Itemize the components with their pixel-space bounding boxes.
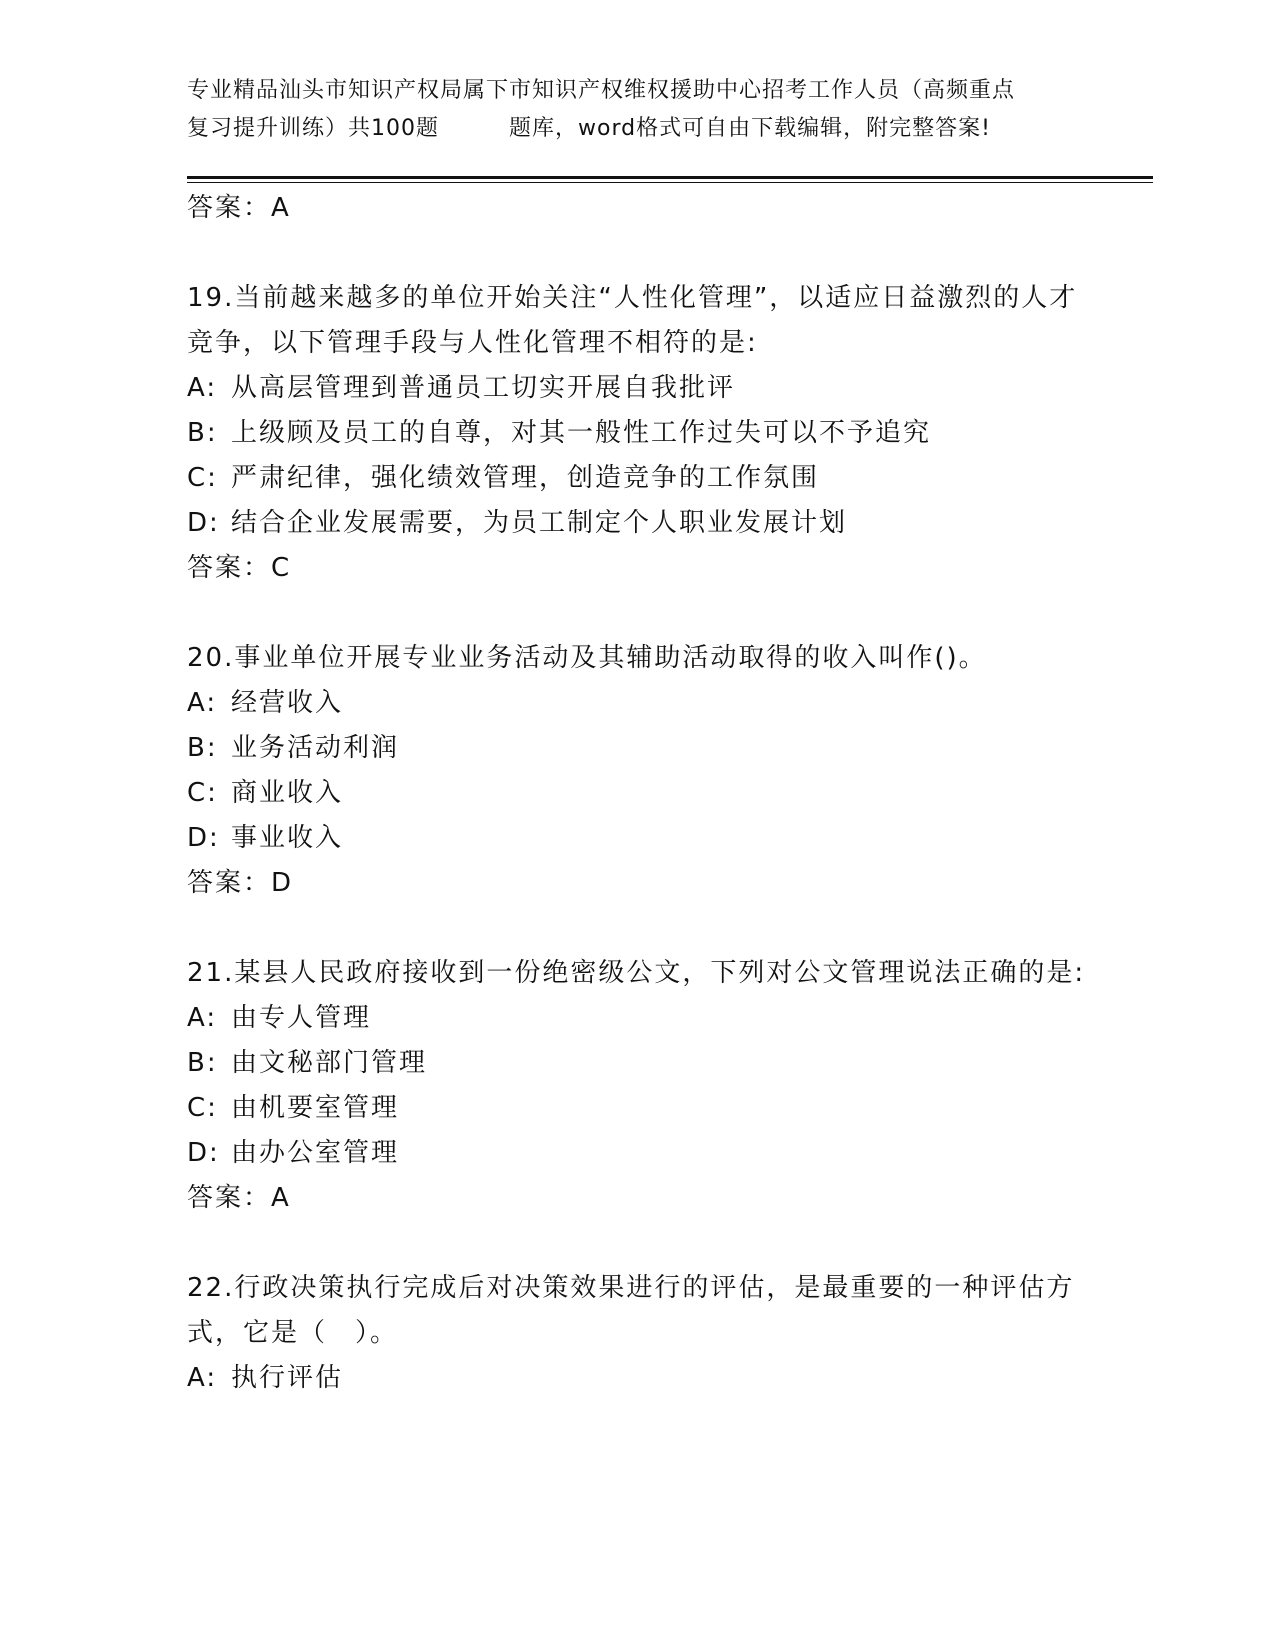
option-a xyxy=(187,1356,1087,1401)
option-letter: C: xyxy=(187,463,218,493)
answer-line xyxy=(187,861,1087,906)
option-c xyxy=(187,456,1087,501)
option-a xyxy=(187,996,1087,1041)
option-letter: C: xyxy=(187,778,218,808)
option-text: 执行评估 xyxy=(231,1363,344,1393)
option-text: 由办公室管理 xyxy=(231,1138,400,1168)
question-text xyxy=(187,1266,1087,1356)
option-text: 上级顾及员工的自尊，对其一般性工作过失可以不予追究 xyxy=(231,418,932,448)
answer-value: A xyxy=(271,1183,291,1213)
question-number: 21. xyxy=(187,958,235,988)
option-letter: A: xyxy=(187,373,218,403)
option-text: 由专人管理 xyxy=(231,1003,372,1033)
question-block xyxy=(187,636,1087,906)
option-text: 事业收入 xyxy=(231,823,344,853)
header-title-left: 复习提升训练）共100题 xyxy=(187,116,439,141)
header-title-right: 题库，word格式可自由下载编辑，附完整答案! xyxy=(509,116,991,141)
option-letter: C: xyxy=(187,1093,218,1123)
answer-line xyxy=(187,186,1087,231)
question-stem: 某县人民政府接收到一份绝密级公文，下列对公文管理说法正确的是: xyxy=(234,958,1086,988)
answer-label: 答案： xyxy=(187,1183,272,1213)
option-a xyxy=(187,681,1087,726)
question-block xyxy=(187,1266,1087,1401)
question-stem: 事业单位开展专业业务活动及其辅助活动取得的收入叫作()。 xyxy=(234,643,987,673)
option-letter: A: xyxy=(187,1003,218,1033)
question-number: 20. xyxy=(187,643,235,673)
option-b xyxy=(187,1041,1087,1086)
question-block xyxy=(187,951,1087,1221)
answer-label: 答案： xyxy=(187,868,272,898)
option-c xyxy=(187,1086,1087,1131)
option-text: 严肃纪律，强化绩效管理，创造竞争的工作氛围 xyxy=(231,463,820,493)
option-letter: D: xyxy=(187,1138,220,1168)
question-number: 22. xyxy=(187,1273,235,1303)
question-text xyxy=(187,951,1087,996)
option-text: 业务活动利润 xyxy=(231,733,400,763)
option-letter: B: xyxy=(187,1048,218,1078)
answer-label: 答案： xyxy=(187,193,272,223)
option-d xyxy=(187,501,1087,546)
option-letter: D: xyxy=(187,823,220,853)
option-d xyxy=(187,1131,1087,1176)
option-text: 商业收入 xyxy=(231,778,344,808)
option-b xyxy=(187,726,1087,771)
option-c xyxy=(187,771,1087,816)
option-letter: B: xyxy=(187,418,218,448)
header-divider-thick xyxy=(187,176,1153,179)
question-list xyxy=(187,186,1087,1401)
option-d xyxy=(187,816,1087,861)
question-text xyxy=(187,636,1087,681)
header-title-line-2 xyxy=(187,110,1087,148)
question-block xyxy=(187,276,1087,591)
option-letter: B: xyxy=(187,733,218,763)
question-number: 19. xyxy=(187,283,235,313)
answer-value: C xyxy=(271,553,292,583)
option-text: 从高层管理到普通员工切实开展自我批评 xyxy=(231,373,736,403)
option-a xyxy=(187,366,1087,411)
option-letter: A: xyxy=(187,1363,218,1393)
option-letter: D: xyxy=(187,508,220,538)
answer-value: A xyxy=(271,193,291,223)
option-text: 经营收入 xyxy=(231,688,344,718)
answer-line xyxy=(187,1176,1087,1221)
header-title-line-1: 专业精品汕头市知识产权局属下市知识产权维权援助中心招考工作人员（高频重点 xyxy=(187,78,1016,103)
option-letter: A: xyxy=(187,688,218,718)
option-text: 由文秘部门管理 xyxy=(231,1048,428,1078)
option-text: 结合企业发展需要，为员工制定个人职业发展计划 xyxy=(231,508,848,538)
question-text xyxy=(187,276,1087,366)
answer-label: 答案： xyxy=(187,553,272,583)
question-stem: 当前越来越多的单位开始关注“人性化管理”，以适应日益激烈的人才竞争，以下管理手段与人性化管理不相符的是: xyxy=(187,283,1078,358)
answer-value: D xyxy=(271,868,294,898)
question-stem: 行政决策执行完成后对决策效果进行的评估，是最重要的一种评估方式，它是（ ）。 xyxy=(187,1273,1075,1348)
header-divider-thin xyxy=(187,182,1153,183)
option-b xyxy=(187,411,1087,456)
answer-line xyxy=(187,546,1087,591)
page-header xyxy=(187,72,1087,148)
option-text: 由机要室管理 xyxy=(231,1093,400,1123)
